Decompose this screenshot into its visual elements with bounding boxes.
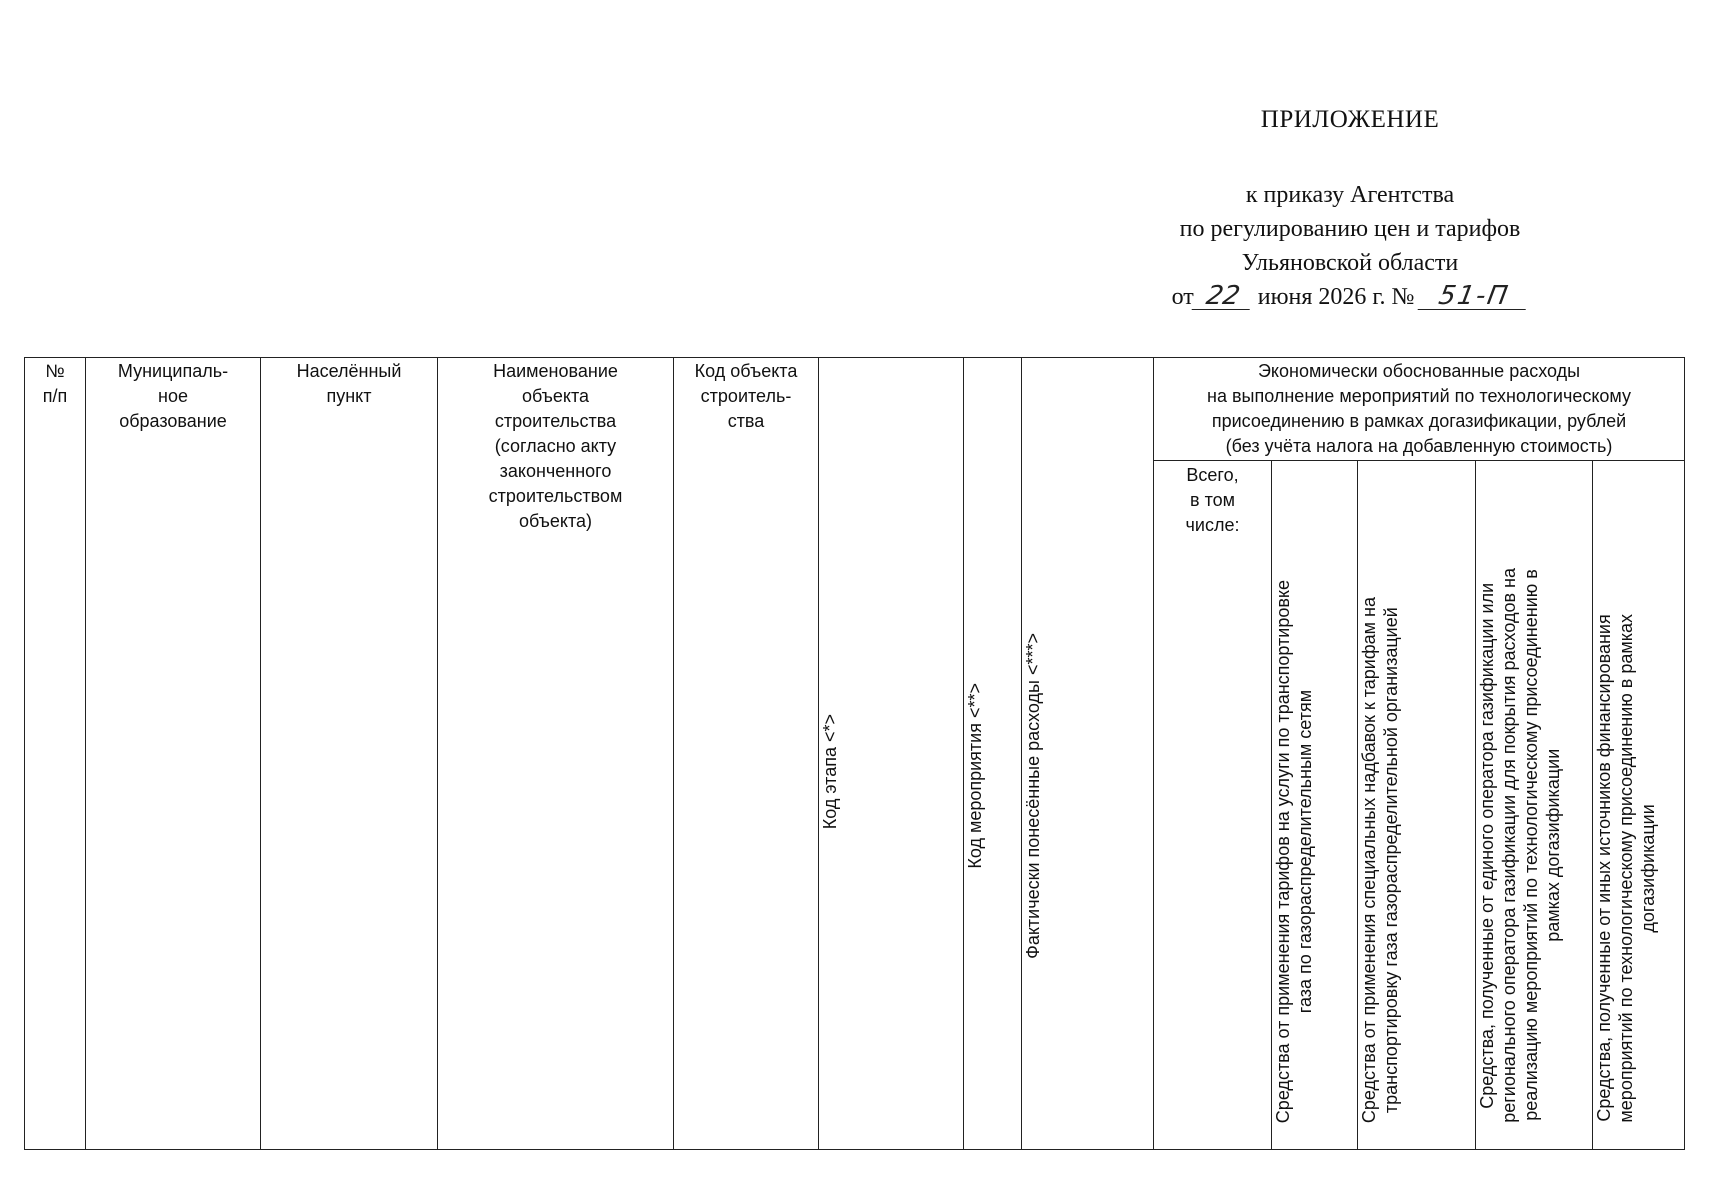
col-header-actual-costs: Фактически понесённые расходы <***> [1022,358,1154,1150]
header-line-3: Ульяновской области [1241,250,1459,276]
header-date-line [1040,280,1660,314]
document-header [1040,100,1660,314]
col-header-total: Всего, в том числе: [1154,461,1272,1150]
appendix-table [24,357,1685,1150]
col-header-stage-code: Код этапа <*> [819,358,964,1150]
date-prefix: от [1171,284,1194,310]
col-header-special-markup-funds: Средства от применения специальных надбавок к тарифам на транспортировку газа газораспределительной организацией [1358,461,1476,1150]
col-header-settlement: Населённый пункт [261,358,438,1150]
col-header-municipality: Муниципаль- ное образование [86,358,261,1150]
handwritten-order-number: 51-П [1418,283,1531,310]
col-header-gasification-operator-funds: Средства, полученные от единого оператора газификации или регионального оператора газификации для покрытия расходов на реализацию мероприятий по технологическому присоединению в рамках догазификации [1476,461,1593,1150]
col-header-economic-costs-group: Экономически обоснованные расходы на выполнение мероприятий по технологическому присоединению в рамках догазификации, рублей (без учёта налога на добавленную стоимость) [1154,358,1685,461]
handwritten-day: 22 [1191,283,1254,310]
appendix-title: ПРИЛОЖЕНИЕ [1260,106,1440,133]
col-header-number: № п/п [25,358,86,1150]
col-header-tariff-funds: Средства от применения тарифов на услуги по транспортировке газа по газораспределительным сетям [1272,461,1358,1150]
date-rest: июня 2026 г. № [1257,284,1415,310]
col-header-object-name: Наименование объекта строительства (согласно акту законченного строительством объекта) [438,358,674,1150]
col-header-event-code: Код мероприятия <**> [964,358,1022,1150]
col-header-other-sources-funds: Средства, полученные от иных источников финансирования мероприятий по технологическому присоединению в рамках догазификации [1593,461,1685,1150]
header-line-2: по регулированию цен и тарифов [1179,216,1521,242]
header-line-1: к приказу Агентства [1245,182,1455,208]
col-header-object-code: Код объекта строитель- ства [674,358,819,1150]
